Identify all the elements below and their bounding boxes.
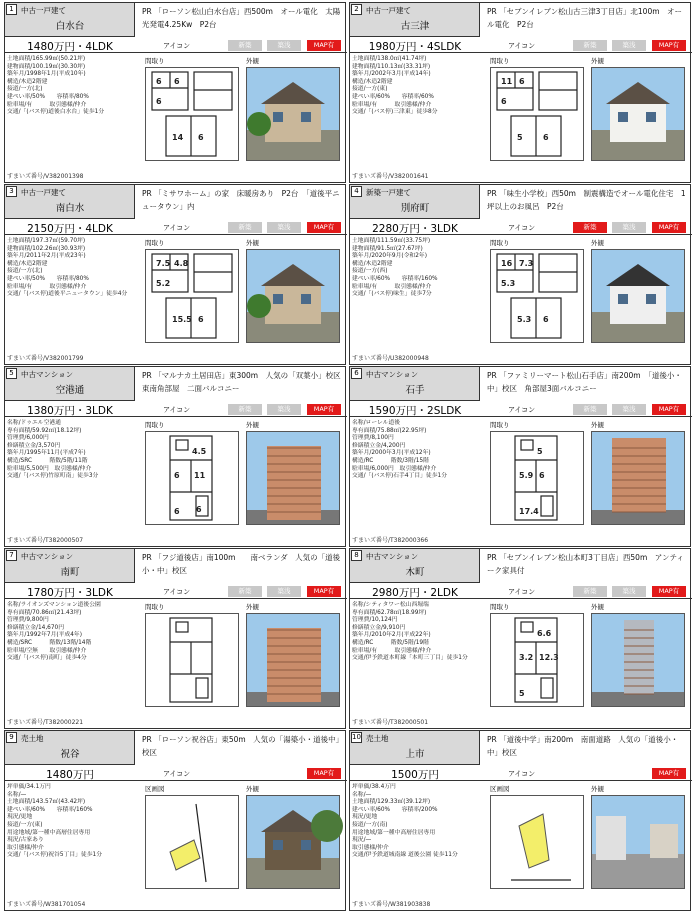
property-type: 売土地: [366, 734, 389, 743]
area-name: 古三津: [400, 21, 430, 32]
floorplan-label: 間取り: [490, 603, 510, 611]
price-bar: [5, 401, 347, 417]
tag-recently-built: 築浅: [267, 404, 301, 415]
tag-recently-built: 築浅: [267, 586, 301, 597]
spec-line: 用途地域/第一種中高層住居専用: [7, 829, 91, 836]
spec-line: 交通/「(バス停)南町」徒歩4分: [7, 655, 87, 662]
spec-line: 名称/—: [7, 791, 27, 798]
floorplan-label: 間取り: [490, 57, 510, 65]
room-size-label: 6: [543, 315, 549, 324]
map-button[interactable]: MAP有: [652, 40, 686, 51]
price-layout: 1380万円・3LDK: [27, 405, 113, 417]
spec-list: [7, 420, 141, 481]
spec-line: 現況/古家あり: [7, 837, 44, 844]
map-button[interactable]: MAP有: [652, 768, 686, 779]
pr-text: PR 「道後中学」南200m 南面道路 人気の「道後小・中」校区: [487, 735, 679, 757]
spec-line: 築年月/2000年3月(平成12年): [352, 450, 431, 457]
pr-text: PR 「ローソン祝谷店」東50m 人気の「湯築小・道後中」校区: [142, 735, 340, 757]
price-layout: 1980万円・4SLDK: [368, 41, 462, 53]
listing-number: 9: [6, 732, 17, 743]
price-layout: 2280万円・3LDK: [372, 223, 458, 235]
reference-number: すまいズ番号/U382000948: [352, 355, 429, 362]
price-layout: 2980万円・2LDK: [372, 587, 458, 599]
spec-line: 駐車場/有 取引態様/仲介: [7, 101, 87, 108]
spec-line: 土地面積/165.99㎡(50.21坪): [7, 56, 86, 62]
listing-header: [5, 549, 135, 583]
spec-line: 名称/ローレル道後: [352, 420, 401, 426]
spec-line: 用途地域/第一種中高層住居専用: [352, 829, 436, 836]
tag-new-build: 新築: [573, 222, 607, 233]
spec-line: 接道/一方(北): [7, 86, 43, 93]
spec-list: [352, 602, 486, 663]
room-size-label: 5.3: [517, 315, 532, 324]
spec-line: 築年月/1995年11月(平成7年): [7, 450, 86, 457]
floorplan-label: 間取り: [145, 603, 165, 611]
spec-line: 建ぺい率/60% 容積率/160%: [7, 806, 93, 813]
listing-card[interactable]: [349, 2, 691, 183]
room-size-label: 7.3: [519, 259, 534, 268]
tag-new-build: 新築: [228, 40, 262, 51]
spec-list: [352, 56, 486, 117]
icon-label: アイコン: [163, 224, 191, 232]
spec-line: 接道/一方(北): [7, 268, 43, 275]
icon-label: アイコン: [163, 406, 191, 414]
spec-line: 現況/更地: [7, 814, 33, 821]
exterior-label: 外観: [246, 421, 259, 429]
room-size-label: 6: [174, 507, 180, 516]
reference-number: すまいズ番号/T382000366: [352, 537, 429, 544]
exterior-label: 外観: [246, 57, 259, 65]
room-size-label: 6: [174, 77, 180, 86]
property-type: 中古マンション: [366, 370, 419, 379]
price-bar: [5, 37, 347, 53]
spec-line: 管理費/10,124円: [352, 617, 398, 624]
room-size-label: 11: [501, 77, 513, 86]
floorplan-label: 間取り: [490, 421, 510, 429]
spec-line: 名称/ライオンズマンション道後公園: [7, 602, 101, 608]
price-bar: [350, 583, 692, 599]
spec-line: 修繕積立金/9,910円: [352, 624, 406, 631]
price-layout: 1480万円・4LDK: [27, 41, 113, 53]
room-size-label: 4.5: [192, 447, 207, 456]
spec-line: 土地面積/111.59㎡(33.75坪): [352, 238, 431, 244]
price-bar: [5, 219, 347, 235]
listing-number: 5: [6, 368, 17, 379]
listing-number: 6: [351, 368, 362, 379]
spec-line: 交通/「(バス停)祝谷5丁目」徒歩1分: [7, 852, 103, 859]
property-type: 中古マンション: [21, 552, 74, 561]
exterior-label: 外観: [591, 421, 604, 429]
listing-card[interactable]: [349, 366, 691, 547]
exterior-photo[interactable]: [591, 431, 685, 525]
spec-line: 交通/伊予鉄道本町線「本町三丁目」徒歩1分: [352, 655, 468, 662]
room-size-label: 14: [172, 133, 184, 142]
spec-line: 交通/「(バス停)三津東」徒歩8分: [352, 109, 438, 116]
listing-header: [350, 185, 480, 219]
icon-label: アイコン: [508, 770, 536, 778]
listing-card[interactable]: [4, 184, 346, 365]
spec-line: 駐車場/5,500円 取引態様/仲介: [7, 465, 92, 472]
spec-line: 修繕積立金/14,670円: [7, 624, 65, 631]
map-button[interactable]: MAP有: [307, 586, 341, 597]
listing-number: 8: [351, 550, 362, 561]
spec-line: 建ぺい率/60% 容積率/200%: [352, 806, 438, 813]
reference-number: すまいズ番号/W381701054: [7, 901, 86, 908]
spec-line: 取引態様/仲介: [7, 844, 44, 851]
room-size-label: 16: [501, 259, 513, 268]
spec-line: 建物面積/110.13㎡(33.31坪): [352, 63, 431, 70]
room-size-label: 4.8: [174, 259, 189, 268]
exterior-photo[interactable]: [246, 249, 340, 343]
spec-line: 構造/木造2階建: [7, 78, 48, 85]
floorplan-image[interactable]: [490, 431, 584, 525]
pr-text: PR 「ファミリーマート松山石手店」南200m 「道後小・中」校区 角部屋3面バルコニー: [487, 371, 682, 393]
reference-number: すまいズ番号/W381903838: [352, 901, 431, 908]
spec-line: 修繕積立金/4,200円: [352, 442, 406, 449]
floorplan-image[interactable]: [145, 613, 239, 707]
spec-line: 専有面積/70.86㎡(21.43坪): [7, 609, 82, 616]
room-size-label: 5: [537, 447, 543, 456]
icon-label: アイコン: [163, 42, 191, 50]
listing-header: [5, 3, 135, 37]
reference-number: すまいズ番号/V382001398: [7, 173, 84, 180]
room-size-label: 6: [501, 97, 507, 106]
spec-line: 築年月/2020年9月(令和2年): [352, 253, 427, 260]
listing-card[interactable]: [4, 366, 349, 547]
floorplan-label: 間取り: [145, 421, 165, 429]
floorplan-image[interactable]: [145, 67, 239, 161]
spec-line: 構造/RC 階数/5階/19階: [352, 639, 429, 646]
room-size-label: 6: [539, 471, 545, 480]
area-name: 石手: [405, 385, 425, 396]
spec-line: 交通/「(バス停)道後平ニュータウン」徒歩4分: [7, 291, 128, 298]
price-layout: 2150万円・4LDK: [27, 223, 113, 235]
property-type: 中古マンション: [21, 370, 74, 379]
spec-line: 構造/SRC 階数/5階/11階: [7, 457, 88, 464]
room-size-label: 6: [198, 133, 204, 142]
spec-line: 土地面積/138.0㎡(41.74坪): [352, 56, 427, 62]
reference-number: すまいズ番号/T382000507: [7, 537, 84, 544]
price-layout: 1590万円・2SLDK: [368, 405, 462, 417]
pr-text: PR 「セブンイレブン松山本町3丁目店」西50m アンティーク家具付: [487, 553, 684, 575]
pr-text: PR 「ローソン松山白水台店」西500m オール電化 太陽光発電4.25Kw P2台: [142, 7, 341, 29]
listing-number: 10: [352, 733, 361, 741]
area-name: 空港通: [55, 385, 85, 396]
room-size-label: 6: [156, 77, 162, 86]
price-bar: [350, 401, 692, 417]
icon-label: アイコン: [508, 42, 536, 50]
spec-line: 構造/木造2階建: [352, 78, 393, 85]
exterior-photo[interactable]: [246, 67, 340, 161]
room-size-label: 6: [156, 97, 162, 106]
pr-text: PR 「味生小学校」西50m 制震構造でオール電化住宅 1坪以上のお風呂 P2台: [487, 189, 686, 211]
exterior-label: 外観: [246, 785, 259, 793]
spec-line: 建ぺい率/50% 容積率/80%: [7, 275, 89, 282]
exterior-label: 外観: [246, 603, 259, 611]
spec-line: 接道/一方(西): [352, 268, 388, 275]
tag-new-build: 新築: [573, 40, 607, 51]
spec-line: 構造/SRC 階数/13階/14階: [7, 639, 92, 646]
map-button[interactable]: MAP有: [652, 586, 686, 597]
spec-line: 交通/「(バス停)竹原町南」徒歩3分: [7, 473, 99, 480]
room-size-label: 5.9: [519, 471, 534, 480]
room-size-label: 5: [517, 133, 523, 142]
spec-line: 土地面積/197.37㎡(59.70坪): [7, 238, 86, 244]
floorplan-image[interactable]: [490, 249, 584, 343]
listing-header: [350, 731, 480, 765]
property-type: 売土地: [21, 734, 44, 743]
spec-list: [352, 420, 486, 481]
tag-new-build: 新築: [228, 586, 262, 597]
spec-line: 接道/一方(南): [352, 821, 388, 828]
spec-list: [7, 238, 141, 299]
price-bar: [5, 583, 347, 599]
tag-recently-built: 築浅: [612, 40, 646, 51]
spec-line: 現況/—: [352, 837, 372, 844]
price-bar: [5, 765, 347, 781]
exterior-label: 外観: [591, 239, 604, 247]
spec-line: 管理費/8,100円: [352, 435, 394, 442]
listing-card[interactable]: [349, 184, 691, 365]
room-size-label: 5: [519, 689, 525, 698]
spec-line: 名称/ドゥエル空港通: [7, 420, 61, 426]
pr-text: PR 「フジ道後店」南100m 南ベランダ 人気の「道後小・中」校区: [142, 553, 341, 575]
spec-line: 建物面積/102.26㎡(30.93坪): [7, 245, 86, 252]
icon-label: アイコン: [508, 406, 536, 414]
reference-number: すまいズ番号/V382001641: [352, 173, 429, 180]
spec-line: 接道/一方(東): [352, 86, 388, 93]
map-button[interactable]: MAP有: [307, 404, 341, 415]
reference-number: すまいズ番号/T382000501: [352, 719, 429, 726]
area-name: 別府町: [400, 203, 430, 214]
listing-card[interactable]: [4, 2, 346, 183]
spec-line: 交通/「(バス停)味生」徒歩7分: [352, 291, 432, 298]
exterior-photo[interactable]: [246, 431, 340, 525]
room-size-label: 3.2: [519, 653, 534, 662]
exterior-photo[interactable]: [591, 795, 685, 889]
listing-header: [5, 731, 135, 765]
spec-line: 築年月/2010年2月(平成22年): [352, 632, 431, 639]
spec-line: 駐車場/有 取引態様/仲介: [352, 101, 432, 108]
spec-line: 専有面積/75.88㎡(22.95坪): [352, 427, 427, 434]
spec-list: [7, 784, 141, 860]
spec-line: 管理費/9,800円: [7, 617, 49, 624]
spec-line: 専有面積/62.78㎡(18.99坪): [352, 609, 427, 616]
spec-line: 坪単価/38.4万円: [352, 784, 396, 790]
map-button[interactable]: MAP有: [652, 404, 686, 415]
spec-line: 構造/木造2階建: [352, 260, 393, 267]
spec-line: 駐車場/6,000円 取引態様/仲介: [352, 465, 437, 472]
spec-line: 修繕積立金/3,570円: [7, 442, 61, 449]
floorplan-image[interactable]: [490, 613, 584, 707]
listing-card[interactable]: [4, 548, 346, 729]
icon-label: アイコン: [508, 588, 536, 596]
spec-line: 交通/伊予鉄道城南線 道後公園 徒歩11分: [352, 852, 458, 859]
tag-recently-built: 築浅: [267, 40, 301, 51]
price-layout: 1780万円・3LDK: [27, 587, 113, 599]
spec-line: 土地面積/143.57㎡(43.42坪): [7, 799, 86, 806]
listing-card[interactable]: [349, 548, 691, 729]
listing-number: 4: [351, 186, 362, 197]
room-size-label: 5.2: [156, 279, 171, 288]
exterior-photo[interactable]: [591, 613, 685, 707]
room-size-label: 6.6: [537, 629, 552, 638]
exterior-label: 外観: [246, 239, 259, 247]
room-size-label: 17.4: [519, 507, 539, 516]
room-size-label: 12.3: [539, 653, 559, 662]
spec-line: 構造/RC 階数/3階/15階: [352, 457, 429, 464]
spec-line: 現況/更地: [352, 814, 378, 821]
exterior-photo[interactable]: [591, 249, 685, 343]
listing-header: [350, 549, 480, 583]
pr-text: PR 「マルナカ土居田店」東300m 人気の「双葉小」校区 東南角部屋 二面バルコニー: [142, 371, 349, 393]
area-name: 祝谷: [60, 749, 80, 760]
tag-new-build: 新築: [228, 404, 262, 415]
floorplan-image[interactable]: [490, 67, 584, 161]
listing-grid: [4, 2, 691, 911]
spec-line: 駐車場/有 取引態様/仲介: [352, 647, 432, 654]
room-size-label: 6: [198, 315, 204, 324]
map-button[interactable]: MAP有: [307, 40, 341, 51]
spec-line: 築年月/2011年2月(平成23年): [7, 253, 86, 260]
room-size-label: 7.5: [156, 259, 171, 268]
area-name: 木町: [405, 567, 425, 578]
spec-line: 築年月/2002年3月(平成14年): [352, 71, 431, 78]
pr-text: PR 「ミサワホーム」の家 床暖房あり P2台 「道後平ニュータウン」内: [142, 189, 340, 211]
listing-card[interactable]: [4, 730, 346, 911]
reference-number: すまいズ番号/V382001799: [7, 355, 84, 362]
room-size-label: 6: [543, 133, 549, 142]
lot-plan-image[interactable]: [490, 795, 584, 889]
listing-number: 7: [6, 550, 17, 561]
pr-text: PR 「セブンイレブン松山古三津3丁目店」北100m オール電化 P2台: [487, 7, 683, 29]
tag-recently-built: 築浅: [267, 222, 301, 233]
listing-number: 2: [351, 4, 362, 15]
spec-line: 建物面積/100.19㎡(30.30坪): [7, 63, 86, 70]
exterior-label: 外観: [591, 57, 604, 65]
listing-number: 3: [6, 186, 17, 197]
lot-plan-label: 区画図: [490, 785, 510, 793]
property-type: 中古マンション: [366, 552, 419, 561]
spec-line: 交通/「(バス停)石手4丁目」徒歩1分: [352, 473, 448, 480]
icon-label: アイコン: [508, 224, 536, 232]
lot-plan-label: 区画図: [145, 785, 165, 793]
spec-line: 接道/一方(東): [7, 821, 43, 828]
spec-line: 名称/シティタワー松山西堀端: [352, 602, 429, 608]
room-size-label: 6: [174, 471, 180, 480]
spec-line: 駐車場/有 取引態様/仲介: [7, 283, 87, 290]
lot-plan-image[interactable]: [145, 795, 239, 889]
exterior-label: 外観: [591, 785, 604, 793]
floorplan-label: 間取り: [490, 239, 510, 247]
map-button[interactable]: MAP有: [307, 768, 341, 779]
price-bar: [350, 37, 692, 53]
area-name: 南町: [60, 567, 80, 578]
tag-recently-built: 築浅: [612, 404, 646, 415]
spec-list: [7, 602, 141, 663]
tag-recently-built: 築浅: [612, 586, 646, 597]
spec-line: 築年月/1998年1月(平成10年): [7, 71, 86, 78]
spec-line: 駐車場/空無 取引態様/仲介: [7, 647, 87, 654]
listing-card[interactable]: [349, 730, 691, 911]
spec-line: 名称/—: [352, 791, 372, 798]
area-name: 上市: [405, 749, 425, 760]
spec-list: [7, 56, 141, 117]
spec-line: 建ぺい率/60% 容積率/160%: [352, 275, 438, 282]
room-size-label: 5.3: [501, 279, 516, 288]
listing-header: [5, 185, 135, 219]
spec-line: 駐車場/有 取引態様/仲介: [352, 283, 432, 290]
tag-new-build: 新築: [573, 586, 607, 597]
map-button[interactable]: MAP有: [652, 222, 686, 233]
property-type: 中古一戸建て: [366, 6, 411, 15]
listing-header: [5, 367, 135, 401]
exterior-label: 外観: [591, 603, 604, 611]
spec-line: 構造/木造2階建: [7, 260, 48, 267]
tag-new-build: 新築: [228, 222, 262, 233]
property-type: 新築一戸建て: [366, 188, 411, 197]
spec-line: 取引態様/仲介: [352, 844, 389, 851]
exterior-photo[interactable]: [246, 795, 340, 889]
room-size-label: 6: [519, 77, 525, 86]
spec-list: [352, 238, 486, 299]
tag-new-build: 新築: [573, 404, 607, 415]
price-layout: 1500万円: [391, 769, 439, 781]
property-type: 中古一戸建て: [21, 188, 66, 197]
spec-list: [352, 784, 486, 860]
price-bar: [350, 219, 692, 235]
spec-line: 土地面積/129.33㎡(39.12坪): [352, 799, 431, 806]
room-size-label: 6: [196, 505, 202, 514]
tag-recently-built: 築浅: [612, 222, 646, 233]
spec-line: 建ぺい率/50% 容積率/80%: [7, 93, 89, 100]
spec-line: 管理費/6,000円: [7, 435, 49, 442]
spec-line: 交通/「(バス停)道後白水台」徒歩1分: [7, 109, 105, 116]
property-type: 中古一戸建て: [21, 6, 66, 15]
map-button[interactable]: MAP有: [307, 222, 341, 233]
area-name: 南白水: [55, 203, 85, 214]
icon-label: アイコン: [163, 588, 191, 596]
floorplan-label: 間取り: [145, 57, 165, 65]
area-name: 白水台: [55, 21, 85, 32]
floorplan-label: 間取り: [145, 239, 165, 247]
listing-header: [350, 3, 480, 37]
listing-number: 1: [6, 4, 17, 15]
spec-line: 坪単価/34.1万円: [7, 784, 51, 790]
room-size-label: 15.5: [172, 315, 192, 324]
floorplan-image[interactable]: [145, 249, 239, 343]
exterior-photo[interactable]: [246, 613, 340, 707]
spec-line: 建物面積/91.5㎡(27.67坪): [352, 245, 423, 252]
spec-line: 築年月/1992年7月(平成4年): [7, 632, 82, 639]
room-size-label: 11: [194, 471, 206, 480]
reference-number: すまいズ番号/T382000221: [7, 719, 84, 726]
price-layout: 1480万円: [46, 769, 94, 781]
icon-label: アイコン: [163, 770, 191, 778]
floorplan-image[interactable]: [145, 431, 239, 525]
exterior-photo[interactable]: [591, 67, 685, 161]
spec-line: 専有面積/59.92㎡(18.12坪): [7, 427, 82, 434]
price-bar: [350, 765, 692, 781]
spec-line: 建ぺい率/60% 容積率/60%: [352, 93, 434, 100]
listing-header: [350, 367, 480, 401]
